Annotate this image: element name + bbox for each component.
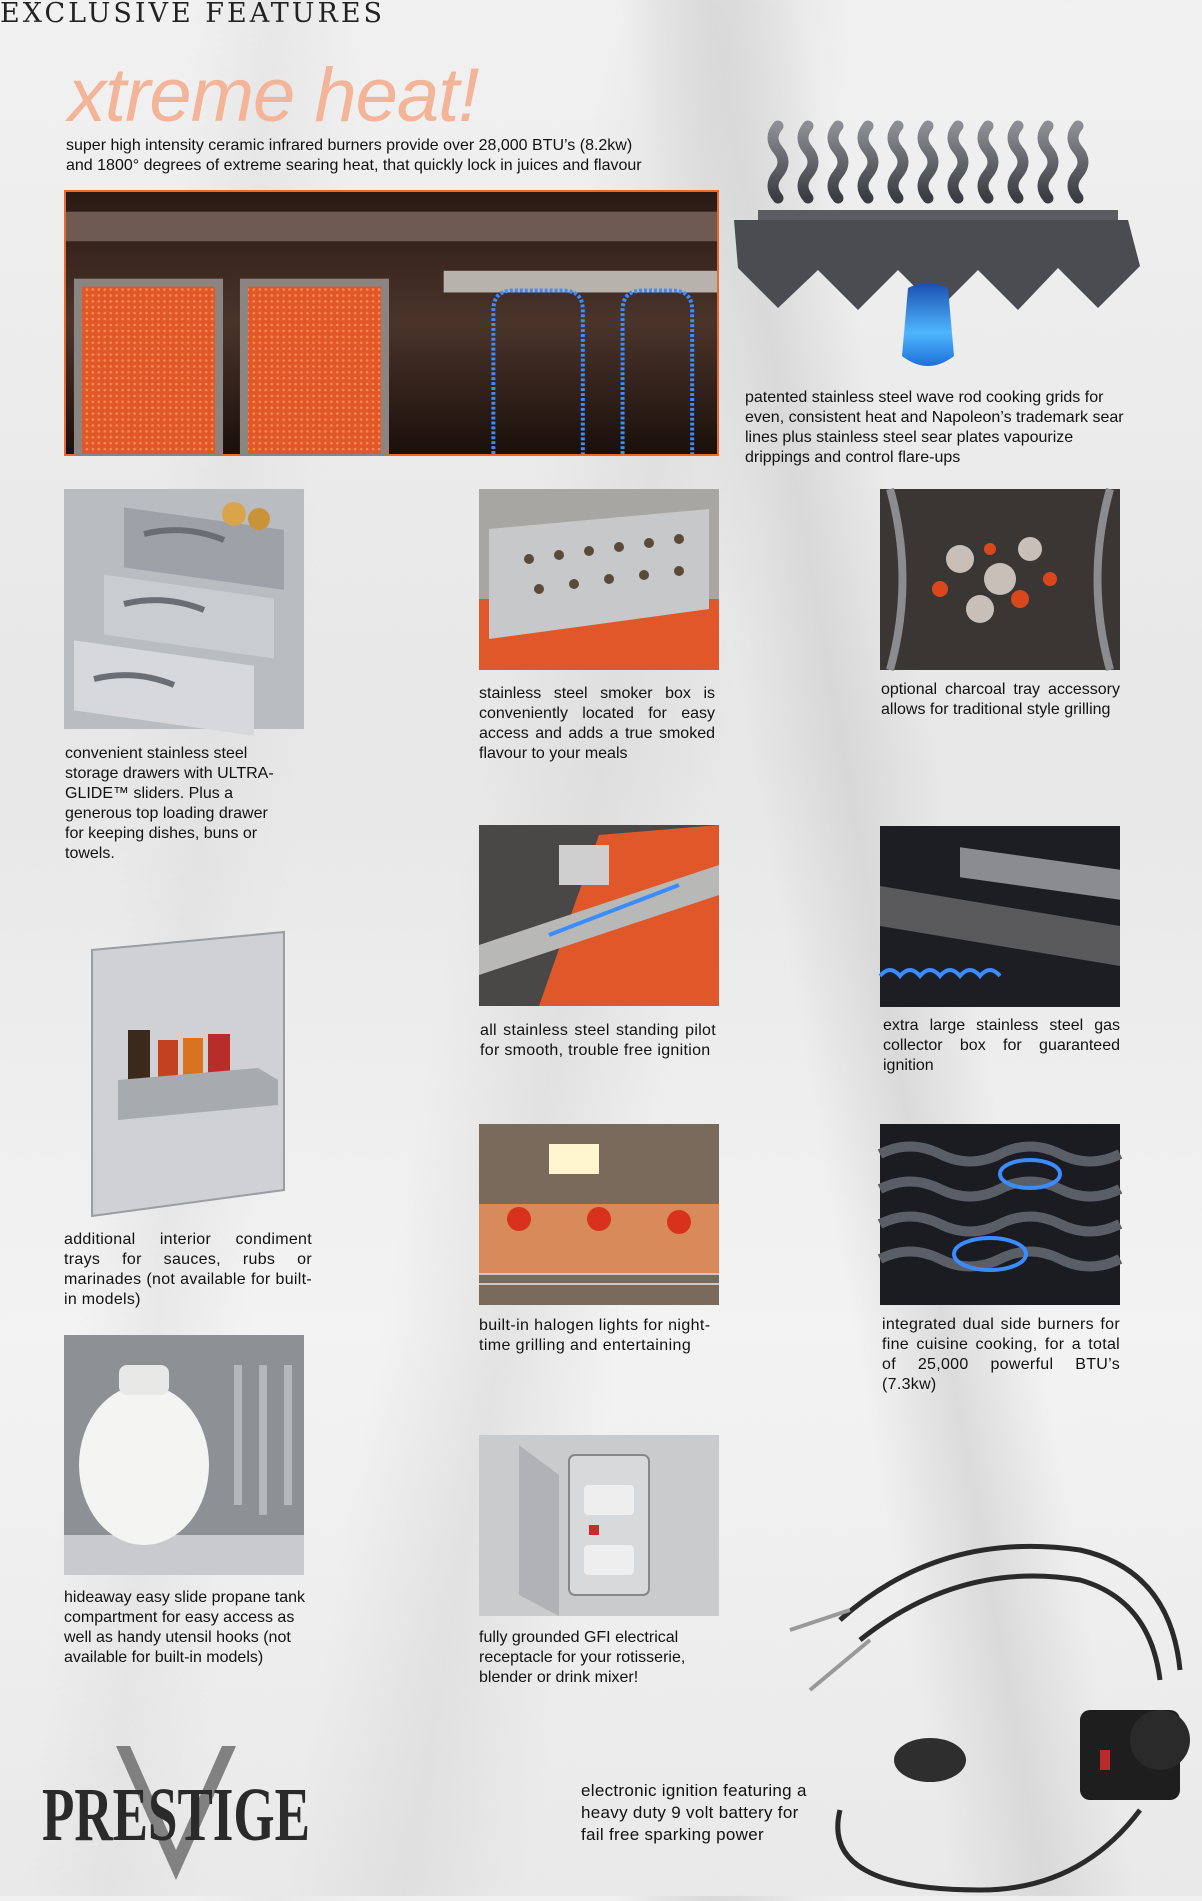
wave-rod-caption: patented stainless steel wave rod cooking grids for even, consistent heat and Napoleon’s trademark sear lines plus stainless steel sear plates vapourize drippings and control flare-ups xyxy=(745,389,1124,466)
wave-rod-grid-image xyxy=(728,88,1148,378)
gfi-receptacle-caption: fully grounded GFI electrical receptacle for your rotisserie, blender or drink mixer! xyxy=(479,1629,686,1686)
headline: xtreme heat! xyxy=(68,53,479,138)
intro-line-1: super high intensity ceramic infrared burners provide over 28,000 BTU’s (8.2kw) xyxy=(66,137,633,154)
electronic-ignition-caption: electronic ignition featuring a heavy duty 9 volt battery for fail free sparking power xyxy=(581,1781,807,1844)
infrared-burner-photo xyxy=(64,190,719,456)
electronic-ignition-image xyxy=(780,1510,1202,1896)
section-title: EXCLUSIVE FEATURES xyxy=(0,0,386,29)
gas-collector-photo xyxy=(880,826,1120,1007)
side-burners-photo xyxy=(880,1124,1120,1305)
intro-text xyxy=(66,136,706,176)
charcoal-tray-photo xyxy=(880,489,1120,670)
condiment-tray-caption: additional interior condiment trays for sauces, rubs or marinades (not available for built-in models) xyxy=(64,1231,312,1308)
svg-text:PRESTIGE: PRESTIGE xyxy=(42,1773,310,1857)
gfi-receptacle-photo xyxy=(479,1435,719,1616)
smoker-box-photo xyxy=(479,489,719,670)
charcoal-tray-caption: optional charcoal tray accessory allows for traditional style grilling xyxy=(881,681,1120,718)
halogen-lights-caption: built-in halogen lights for night-time grilling and entertaining xyxy=(479,1317,711,1354)
standing-pilot-caption: all stainless steel standing pilot for smooth, trouble free ignition xyxy=(480,1022,716,1059)
halogen-lights-photo xyxy=(479,1124,719,1305)
side-burners-caption: integrated dual side burners for fine cuisine cooking, for a total of 25,000 powerful BTU’s (7.3kw) xyxy=(882,1316,1120,1393)
storage-drawers-caption: convenient stainless steel storage drawers with ULTRA-GLIDE™ sliders. Plus a generous top loading drawer for keeping dishes, buns or towels. xyxy=(65,745,274,862)
intro-line-2: and 1800° degrees of extreme searing heat, that quickly lock in juices and flavour xyxy=(66,157,642,174)
prestige-logo xyxy=(36,1740,316,1890)
condiment-tray-photo xyxy=(88,930,288,1220)
standing-pilot-photo xyxy=(479,825,719,1006)
propane-tank-photo xyxy=(64,1335,304,1575)
gas-collector-caption: extra large stainless steel gas collector box for guaranteed ignition xyxy=(883,1017,1120,1074)
storage-drawers-photo xyxy=(64,489,304,729)
propane-tank-caption: hideaway easy slide propane tank compartment for easy access as well as handy utensil hooks (not available for built-in models) xyxy=(64,1589,306,1666)
smoker-box-caption: stainless steel smoker box is conveniently located for easy access and adds a true smoked flavour to your meals xyxy=(479,685,715,762)
